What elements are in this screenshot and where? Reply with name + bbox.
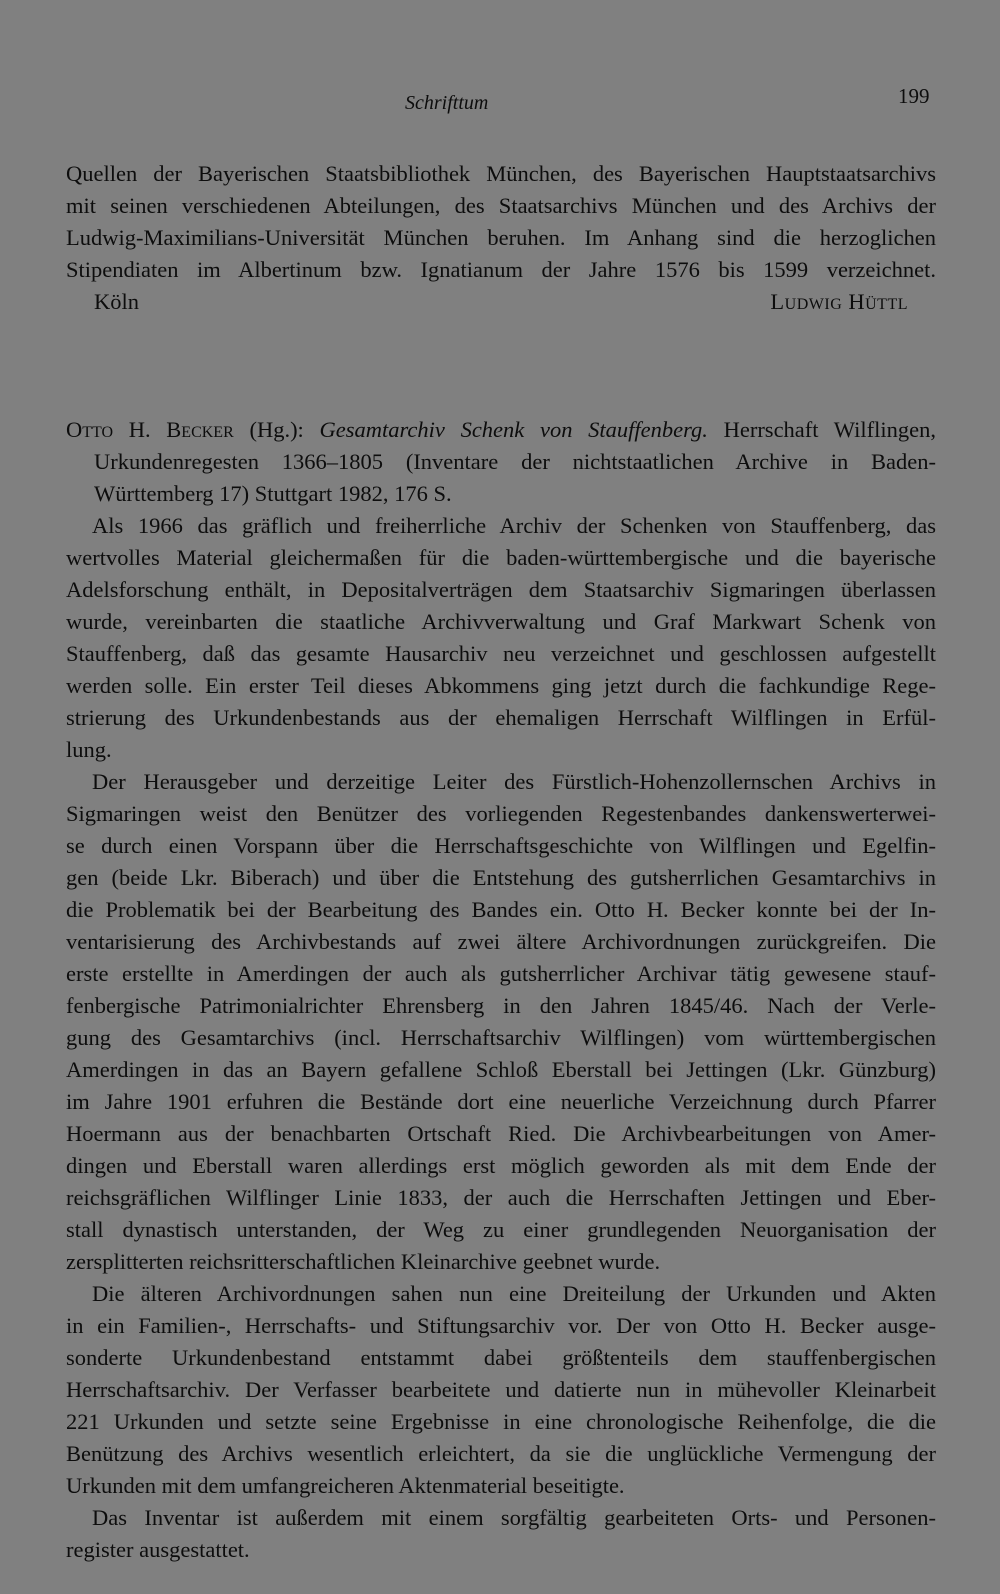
paragraph (66, 1278, 936, 1502)
text-line: Adelsforschung enthält, in Depositalverträgen dem Staatsarchiv Sigmaringen überlassen (66, 577, 936, 602)
signature-place: Köln (94, 289, 139, 314)
citation-line: Württemberg 17) Stuttgart 1982, 176 S. (94, 481, 452, 506)
text-line: fenbergische Patrimonialrichter Ehrensberg in den Jahren 1845/46. Nach der Verle- (66, 993, 936, 1018)
running-title: Schrifttum (405, 92, 489, 114)
citation-line: Urkundenregesten 1366–1805 (Inventare der nichtstaatlichen Archive in Baden- (94, 449, 936, 474)
review-signature (66, 286, 936, 318)
citation-line1-rest: Herrschaft Wilflingen, (707, 417, 937, 442)
text-line: sonderte Urkundenbestand entstammt dabei größtenteils dem stauffenbergischen (66, 1345, 936, 1370)
text-line: Hoermann aus der benachbarten Ortschaft Ried. Die Archivbearbeitungen von Amer- (66, 1121, 936, 1146)
text-line: se durch einen Vorspann über die Herrschaftsgeschichte von Wilflingen und Egelfin- (66, 833, 936, 858)
text-line: register ausgestattet. (66, 1537, 250, 1562)
signature-reviewer: Ludwig Hüttl (770, 289, 908, 314)
text-line: Benützung des Archivs wesentlich erleichtert, da sie die unglückliche Vermengung der (66, 1441, 936, 1466)
text-line: Sigmaringen weist den Benützer des vorliegenden Regestenbandes dankenswerterwei- (66, 801, 936, 826)
bibliographic-citation (66, 414, 936, 510)
text-line: Stipendiaten im Albertinum bzw. Ignatianum der Jahre 1576 bis 1599 verzeichnet. (66, 257, 936, 282)
previous-review-end (66, 158, 936, 318)
text-line: Die älteren Archivordnungen sahen nun eine Dreiteilung der Urkunden und Akten (92, 1281, 936, 1306)
text-line: Urkunden mit dem umfangreicheren Aktenmaterial beseitigte. (66, 1473, 625, 1498)
text-line: werden solle. Ein erster Teil dieses Abkommens ging jetzt durch die fachkundige Rege- (66, 673, 936, 698)
text-line: in ein Familien-, Herrschafts- und Stiftungsarchiv vor. Der von Otto H. Becker ausge- (66, 1313, 936, 1338)
text-line: Ludwig-Maximilians-Universität München beruhen. Im Anhang sind die herzoglichen (66, 225, 936, 250)
text-line: stall dynastisch unterstanden, der Weg zu einer grundlegenden Neuorganisation der (66, 1217, 936, 1242)
text-line: wertvolles Material gleichermaßen für die baden-württembergische und die bayerische (66, 545, 936, 570)
text-line: lung. (66, 737, 112, 762)
text-line: Als 1966 das gräflich und freiherrliche Archiv der Schenken von Stauffenberg, das (92, 513, 936, 538)
paragraph (66, 766, 936, 1278)
text-line: Quellen der Bayerischen Staatsbibliothek München, des Bayerischen Hauptstaatsarchivs (66, 161, 936, 186)
text-line: Herrschaftsarchiv. Der Verfasser bearbeitete und datierte nun in mühevoller Kleinarbeit (66, 1377, 936, 1402)
page-number: 199 (898, 84, 930, 108)
text-line: die Problematik bei der Bearbeitung des Bandes ein. Otto H. Becker konnte bei der In- (66, 897, 936, 922)
text-line: erste erstellte in Amerdingen der auch als gutsherrlicher Archivar tätig gewesene stauf- (66, 961, 936, 986)
text-line: reichsgräflichen Wilflinger Linie 1833, der auch die Herrschaften Jettingen und Eber- (66, 1185, 936, 1210)
text-line: gen (beide Lkr. Biberach) und über die Entstehung des gutsherrlichen Gesamtarchivs in (66, 865, 936, 890)
citation-editor-suffix: (Hg.): (233, 417, 320, 442)
text-line: 221 Urkunden und setzte seine Ergebnisse in eine chronologische Reihenfolge, die die (66, 1409, 936, 1434)
text-line: im Jahre 1901 erfuhren die Bestände dort eine neuerliche Verzeichnung durch Pfarrer (66, 1089, 936, 1114)
text-line: dingen und Eberstall waren allerdings erst möglich geworden als mit dem Ende der (66, 1153, 936, 1178)
text-line: Amerdingen in das an Bayern gefallene Schloß Eberstall bei Jettingen (Lkr. Günzburg) (66, 1057, 936, 1082)
text-line: gung des Gesamtarchivs (incl. Herrschaftsarchiv Wilflingen) vom württembergischen (66, 1025, 936, 1050)
review-becker (66, 414, 936, 1566)
text-line: Stauffenberg, daß das gesamte Hausarchiv neu verzeichnet und geschlossen aufgestellt (66, 641, 936, 666)
citation-line (66, 414, 936, 446)
paragraph (66, 510, 936, 766)
citation-editor: Otto H. Becker (66, 417, 234, 442)
citation-title: Gesamtarchiv Schenk von Stauffenberg. (319, 417, 708, 442)
text-line: strierung des Urkundenbestands aus der ehemaligen Herrschaft Wilflingen in Erfül- (66, 705, 936, 730)
text-line: Das Inventar ist außerdem mit einem sorgfältig gearbeiteten Orts- und Personen- (92, 1505, 936, 1530)
text-line: wurde, vereinbarten die staatliche Archivverwaltung und Graf Markwart Schenk von (66, 609, 936, 634)
text-line: mit seinen verschiedenen Abteilungen, des Staatsarchivs München und des Archivs der (66, 193, 936, 218)
text-line: Der Herausgeber und derzeitige Leiter des Fürstlich-Hohenzollernschen Archivs in (92, 769, 936, 794)
text-line: ventarisierung des Archivbestands auf zwei ältere Archivordnungen zurückgreifen. Die (66, 929, 936, 954)
text-line: zersplitterten reichsritterschaftlichen Kleinarchive geebnet wurde. (66, 1249, 661, 1274)
paragraph (66, 1502, 936, 1566)
